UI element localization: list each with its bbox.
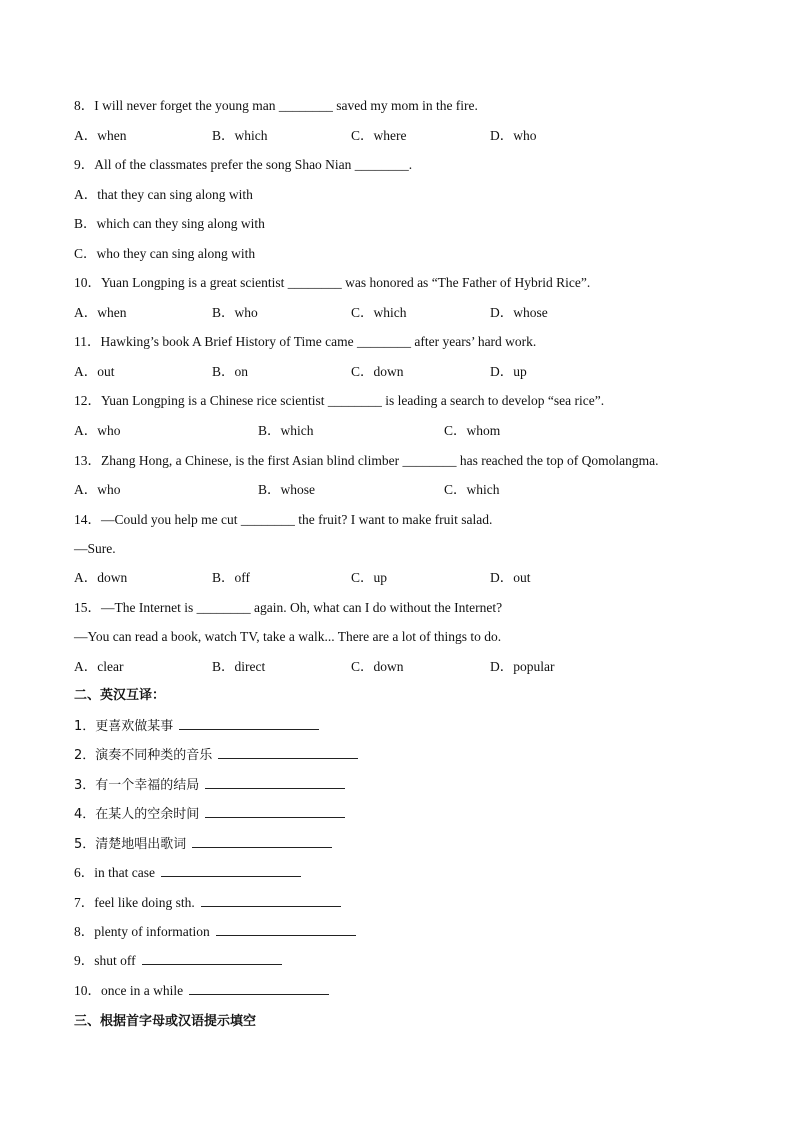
- q11-option-c[interactable]: C．down: [351, 364, 404, 379]
- q14-option-c[interactable]: C．up: [351, 570, 388, 585]
- translation-item-9-text: 9．shut off: [74, 953, 136, 968]
- q13-option-a[interactable]: A．who: [74, 482, 121, 497]
- translation-item-10-text: 10．once in a while: [74, 983, 184, 998]
- q10-option-c[interactable]: C．which: [351, 305, 407, 320]
- question-15-reply: —You can read a book, watch TV, take a walk... There are a lot of things to do.: [74, 629, 502, 644]
- q15-option-d[interactable]: D．popular: [490, 659, 555, 674]
- q8-option-a[interactable]: A．when: [74, 128, 127, 143]
- question-14-stem: 14．—Could you help me cut ________ the fruit? I want to make fruit salad.: [74, 512, 493, 527]
- answer-blank-7[interactable]: [201, 894, 341, 907]
- question-8-options: [74, 127, 634, 145]
- question-10-stem: 10．Yuan Longping is a great scientist ________ was honored as “The Father of Hybrid Rice”.: [74, 275, 591, 290]
- answer-blank-3[interactable]: [205, 776, 345, 789]
- translation-item-10: [74, 982, 329, 1000]
- translation-item-2: [74, 746, 358, 765]
- question-13-options: [74, 481, 634, 499]
- q15-option-a[interactable]: A．clear: [74, 659, 124, 674]
- translation-item-6: [74, 864, 301, 882]
- answer-blank-6[interactable]: [161, 864, 301, 877]
- answer-blank-2[interactable]: [218, 746, 358, 759]
- translation-item-9: [74, 952, 282, 970]
- translation-item-4-text: 4．在某人的空余时间: [74, 807, 200, 822]
- translation-item-2-text: 2．演奏不同种类的音乐: [74, 748, 213, 763]
- answer-blank-10[interactable]: [189, 982, 329, 995]
- q15-option-c[interactable]: C．down: [351, 659, 404, 674]
- q11-option-a[interactable]: A．out: [74, 364, 115, 379]
- q8-option-c[interactable]: C．where: [351, 128, 407, 143]
- translation-item-4: [74, 805, 345, 824]
- question-8-stem: 8．I will never forget the young man ________ saved my mom in the fire.: [74, 98, 478, 113]
- q11-option-b[interactable]: B．on: [212, 364, 249, 379]
- translation-item-6-text: 6．in that case: [74, 865, 155, 880]
- question-15-stem: 15．—The Internet is ________ again. Oh, what can I do without the Internet?: [74, 600, 503, 615]
- q9-option-a[interactable]: A．that they can sing along with: [74, 187, 253, 202]
- q13-option-c[interactable]: C．which: [444, 482, 500, 497]
- answer-blank-5[interactable]: [192, 835, 332, 848]
- q14-option-d[interactable]: D．out: [490, 570, 531, 585]
- answer-blank-9[interactable]: [142, 952, 282, 965]
- translation-item-1: [74, 717, 319, 736]
- q12-option-c[interactable]: C．whom: [444, 423, 501, 438]
- q12-option-a[interactable]: A．who: [74, 423, 121, 438]
- q10-option-a[interactable]: A．when: [74, 305, 127, 320]
- section-3-heading: 三、根据首字母或汉语提示填空: [74, 1014, 257, 1029]
- translation-item-5: [74, 835, 332, 854]
- q11-option-d[interactable]: D．up: [490, 364, 527, 379]
- q8-option-d[interactable]: D．who: [490, 128, 537, 143]
- translation-item-7: [74, 894, 341, 912]
- q14-option-a[interactable]: A．down: [74, 570, 128, 585]
- q10-option-b[interactable]: B．who: [212, 305, 258, 320]
- translation-item-3-text: 3．有一个幸福的结局: [74, 778, 200, 793]
- answer-blank-4[interactable]: [205, 805, 345, 818]
- q12-option-b[interactable]: B．which: [258, 423, 314, 438]
- question-15-options: [74, 658, 634, 676]
- translation-item-3: [74, 776, 345, 795]
- q10-option-d[interactable]: D．whose: [490, 305, 548, 320]
- question-12-options: [74, 422, 634, 440]
- q8-option-b[interactable]: B．which: [212, 128, 268, 143]
- q13-option-b[interactable]: B．whose: [258, 482, 315, 497]
- answer-blank-1[interactable]: [179, 717, 319, 730]
- question-11-options: [74, 363, 634, 381]
- translation-item-7-text: 7．feel like doing sth.: [74, 895, 195, 910]
- question-11-stem: 11．Hawking’s book A Brief History of Time came ________ after years’ hard work.: [74, 334, 537, 349]
- question-9-stem: 9．All of the classmates prefer the song Shao Nian ________.: [74, 157, 413, 172]
- question-14-options: [74, 569, 634, 587]
- question-14-reply: —Sure.: [74, 541, 116, 556]
- question-10-options: [74, 304, 634, 322]
- q9-option-c[interactable]: C．who they can sing along with: [74, 246, 256, 261]
- answer-blank-8[interactable]: [216, 923, 356, 936]
- translation-item-8-text: 8．plenty of information: [74, 924, 210, 939]
- q15-option-b[interactable]: B．direct: [212, 659, 266, 674]
- q14-option-b[interactable]: B．off: [212, 570, 251, 585]
- translation-item-1-text: 1．更喜欢做某事: [74, 719, 174, 734]
- translation-item-5-text: 5．清楚地唱出歌词: [74, 837, 187, 852]
- question-13-stem: 13．Zhang Hong, a Chinese, is the first Asian blind climber ________ has reached the top of Qomolangma.: [74, 453, 659, 468]
- section-2-heading: 二、英汉互译：: [74, 688, 166, 703]
- q9-option-b[interactable]: B．which can they sing along with: [74, 216, 265, 231]
- translation-item-8: [74, 923, 356, 941]
- question-12-stem: 12．Yuan Longping is a Chinese rice scientist ________ is leading a search to develop “sea rice”.: [74, 393, 605, 408]
